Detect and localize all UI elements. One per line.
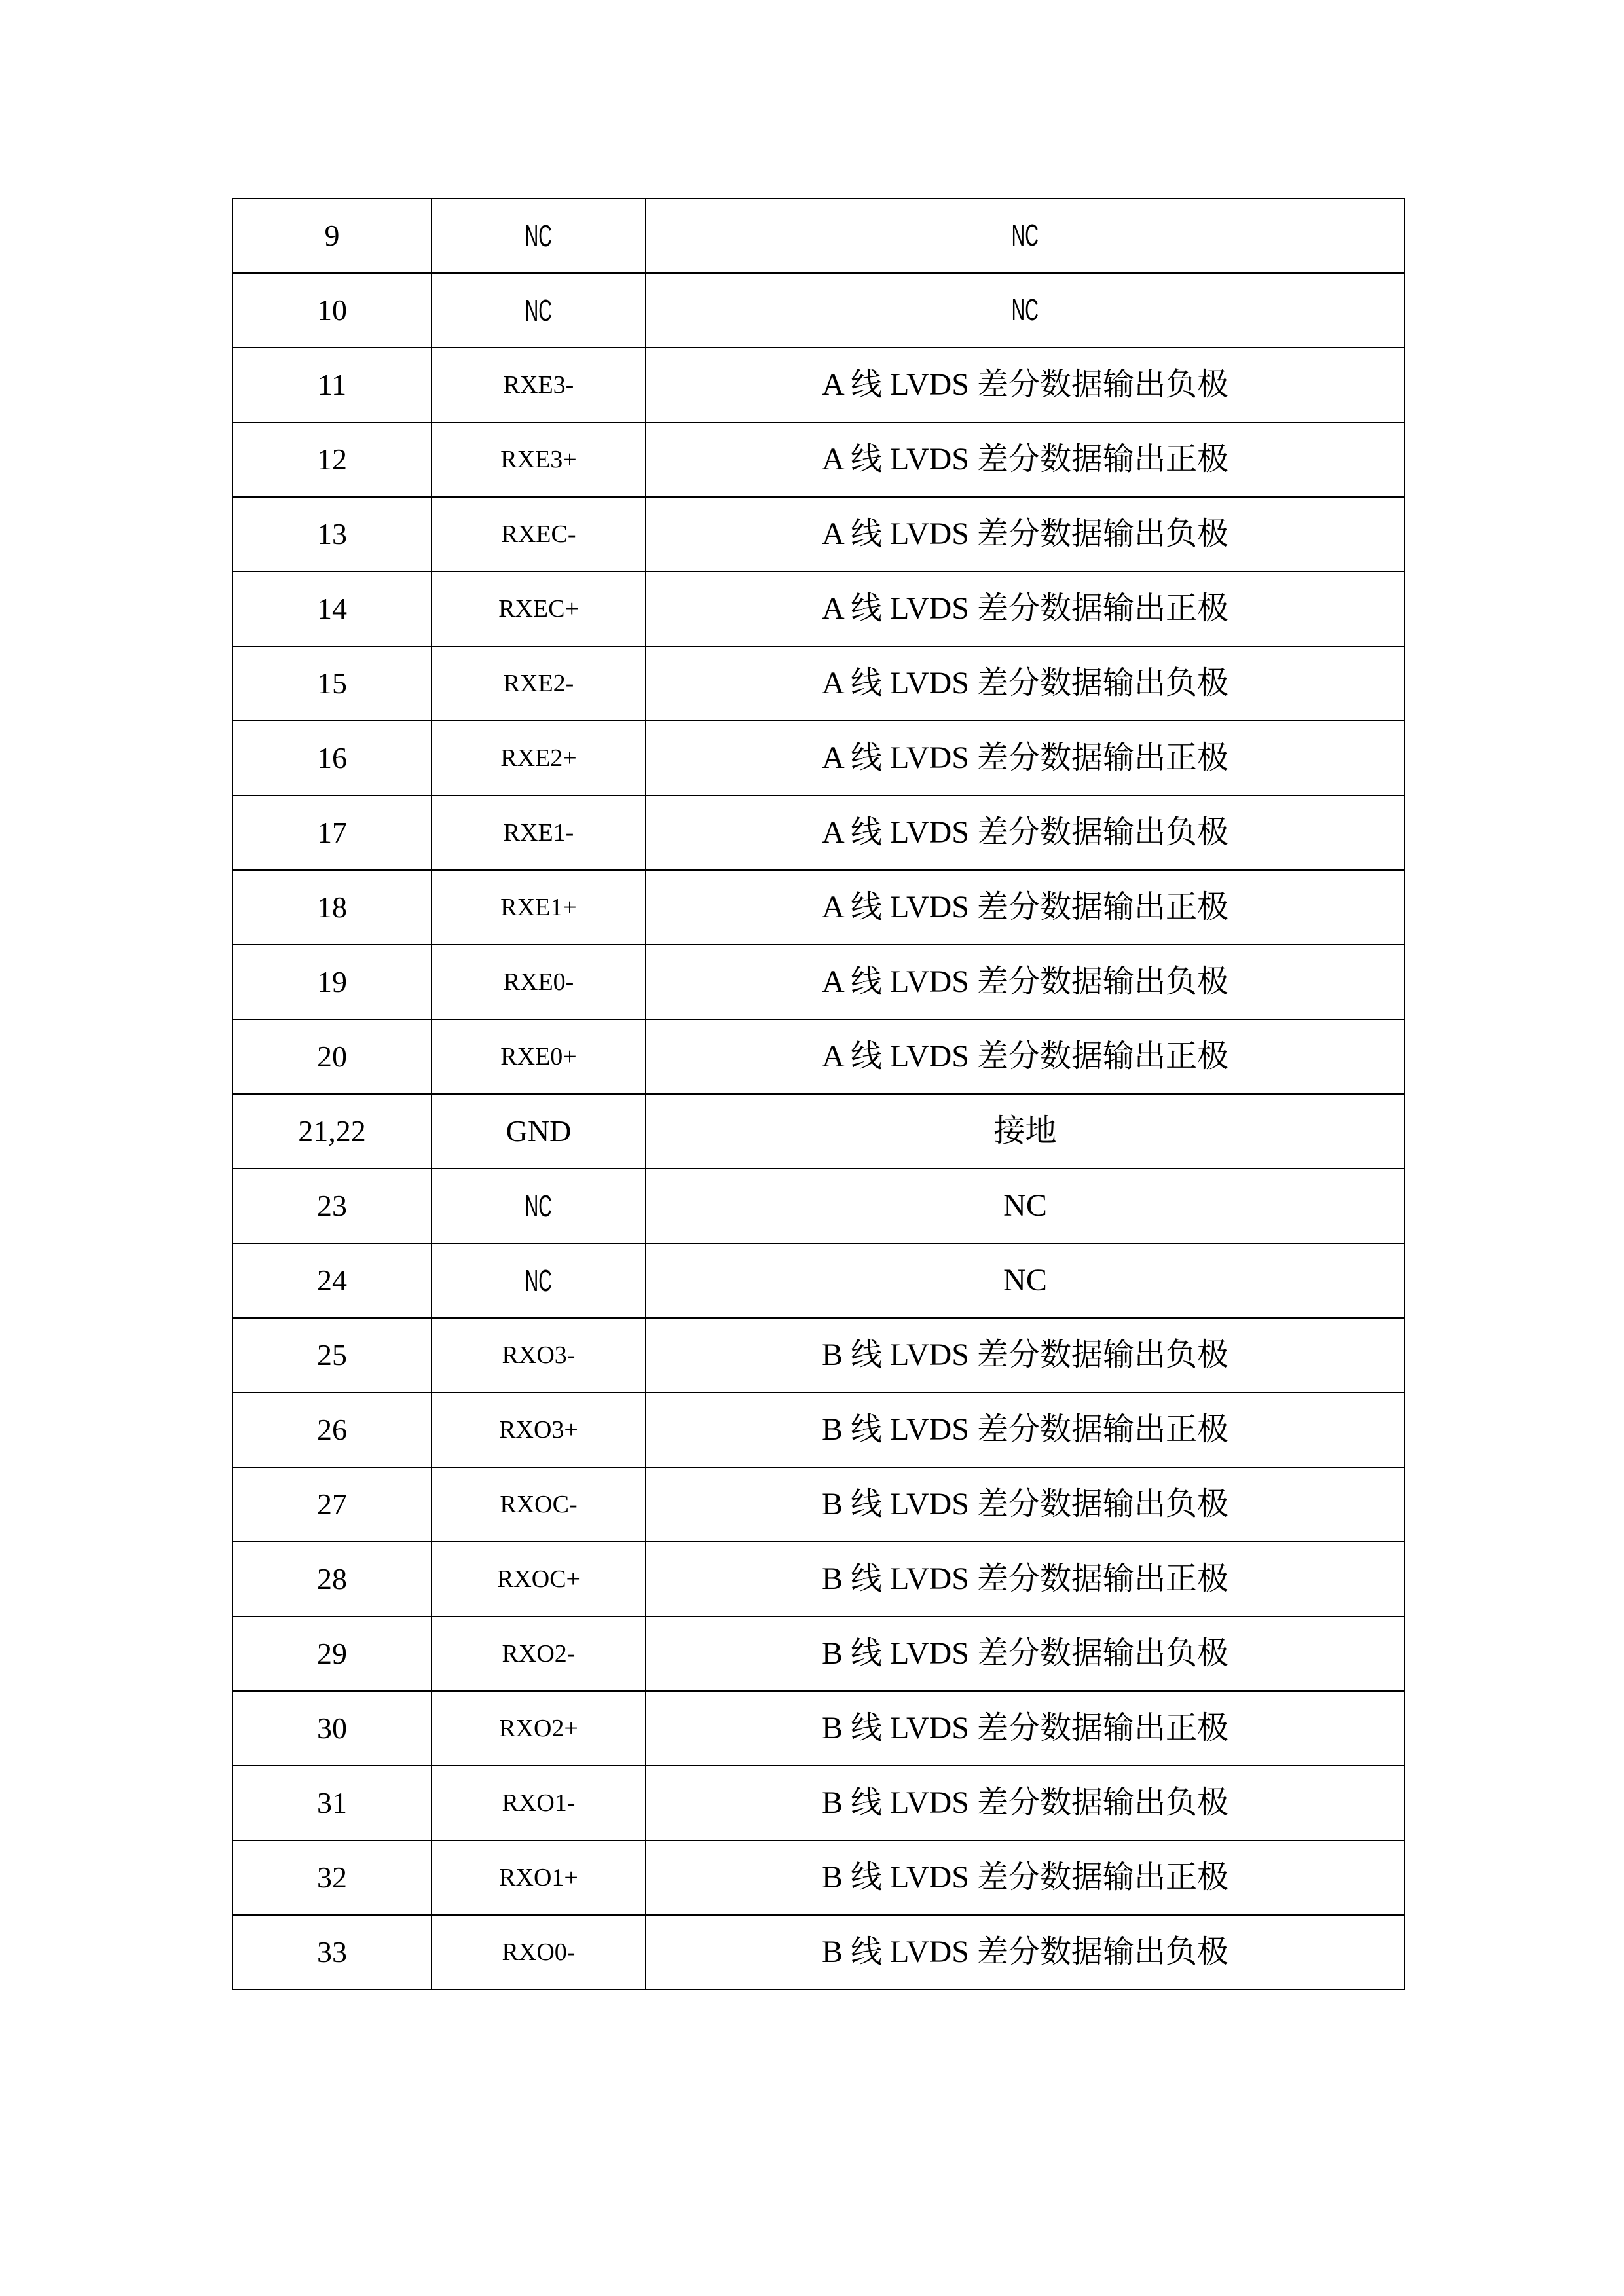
description-cell: B 线 LVDS 差分数据输出负极 — [646, 1766, 1405, 1840]
table-row — [232, 572, 1405, 646]
table-row — [232, 1766, 1405, 1840]
pin-number-cell: 21,22 — [232, 1094, 432, 1169]
pin-number-cell: 32 — [232, 1840, 432, 1915]
signal-name-cell: NC — [432, 1243, 646, 1318]
table-row — [232, 1094, 1405, 1169]
pin-number-cell: 25 — [232, 1318, 432, 1393]
description-cell: A 线 LVDS 差分数据输出正极 — [646, 870, 1405, 945]
pin-number-cell: 30 — [232, 1691, 432, 1766]
signal-name-cell: RXEC+ — [432, 572, 646, 646]
table-row — [232, 945, 1405, 1019]
signal-name-cell: NC — [432, 273, 646, 348]
signal-name-cell: GND — [432, 1094, 646, 1169]
description-cell: A 线 LVDS 差分数据输出正极 — [646, 721, 1405, 795]
pin-definition-table — [232, 198, 1405, 1990]
description-cell: A 线 LVDS 差分数据输出负极 — [646, 945, 1405, 1019]
signal-name-cell: RXE0+ — [432, 1019, 646, 1094]
description-cell: A 线 LVDS 差分数据输出负极 — [646, 348, 1405, 422]
table-row — [232, 1243, 1405, 1318]
table-row — [232, 1691, 1405, 1766]
description-cell: A 线 LVDS 差分数据输出正极 — [646, 572, 1405, 646]
pin-number-cell: 15 — [232, 646, 432, 721]
table-row — [232, 721, 1405, 795]
description-cell: NC — [646, 198, 1405, 273]
signal-name-cell: RXE2- — [432, 646, 646, 721]
table-row — [232, 1318, 1405, 1393]
description-cell: NC — [646, 1169, 1405, 1243]
description-cell: A 线 LVDS 差分数据输出正极 — [646, 1019, 1405, 1094]
table-row — [232, 1393, 1405, 1467]
table-row — [232, 497, 1405, 572]
pin-number-cell: 10 — [232, 273, 432, 348]
table-row — [232, 198, 1405, 273]
pin-number-cell: 29 — [232, 1616, 432, 1691]
description-cell: B 线 LVDS 差分数据输出正极 — [646, 1393, 1405, 1467]
pin-number-cell: 16 — [232, 721, 432, 795]
table-row — [232, 1019, 1405, 1094]
pin-number-cell: 27 — [232, 1467, 432, 1542]
table-row — [232, 1542, 1405, 1616]
description-cell: A 线 LVDS 差分数据输出负极 — [646, 646, 1405, 721]
description-cell: A 线 LVDS 差分数据输出正极 — [646, 422, 1405, 497]
pin-number-cell: 33 — [232, 1915, 432, 1990]
description-cell: 接地 — [646, 1094, 1405, 1169]
table-row — [232, 646, 1405, 721]
signal-name-cell: NC — [432, 1169, 646, 1243]
table-row — [232, 1915, 1405, 1990]
pin-number-cell: 26 — [232, 1393, 432, 1467]
pin-number-cell: 18 — [232, 870, 432, 945]
pin-number-cell: 9 — [232, 198, 432, 273]
pin-number-cell: 19 — [232, 945, 432, 1019]
signal-name-cell: RXE1+ — [432, 870, 646, 945]
pin-number-cell: 13 — [232, 497, 432, 572]
pin-number-cell: 31 — [232, 1766, 432, 1840]
pin-number-cell: 11 — [232, 348, 432, 422]
table-row — [232, 273, 1405, 348]
signal-name-cell: RXO2+ — [432, 1691, 646, 1766]
table-row — [232, 1616, 1405, 1691]
signal-name-cell: RXOC+ — [432, 1542, 646, 1616]
signal-name-cell: RXE3- — [432, 348, 646, 422]
signal-name-cell: RXO3+ — [432, 1393, 646, 1467]
description-cell: B 线 LVDS 差分数据输出正极 — [646, 1542, 1405, 1616]
description-cell: NC — [646, 1243, 1405, 1318]
table-row — [232, 795, 1405, 870]
pin-number-cell: 14 — [232, 572, 432, 646]
pin-number-cell: 17 — [232, 795, 432, 870]
table-row — [232, 1840, 1405, 1915]
table-row — [232, 348, 1405, 422]
table-row — [232, 1467, 1405, 1542]
table-row — [232, 422, 1405, 497]
pin-number-cell: 24 — [232, 1243, 432, 1318]
signal-name-cell: RXO2- — [432, 1616, 646, 1691]
description-cell: A 线 LVDS 差分数据输出负极 — [646, 497, 1405, 572]
signal-name-cell: RXO3- — [432, 1318, 646, 1393]
description-cell: NC — [646, 273, 1405, 348]
table-row — [232, 870, 1405, 945]
description-cell: B 线 LVDS 差分数据输出负极 — [646, 1467, 1405, 1542]
signal-name-cell: RXEC- — [432, 497, 646, 572]
signal-name-cell: RXO1+ — [432, 1840, 646, 1915]
description-cell: B 线 LVDS 差分数据输出负极 — [646, 1616, 1405, 1691]
signal-name-cell: RXE0- — [432, 945, 646, 1019]
pin-number-cell: 23 — [232, 1169, 432, 1243]
description-cell: B 线 LVDS 差分数据输出负极 — [646, 1318, 1405, 1393]
signal-name-cell: NC — [432, 198, 646, 273]
signal-name-cell: RXE1- — [432, 795, 646, 870]
signal-name-cell: RXE3+ — [432, 422, 646, 497]
pin-number-cell: 12 — [232, 422, 432, 497]
description-cell: B 线 LVDS 差分数据输出正极 — [646, 1840, 1405, 1915]
description-cell: B 线 LVDS 差分数据输出正极 — [646, 1691, 1405, 1766]
description-cell: B 线 LVDS 差分数据输出负极 — [646, 1915, 1405, 1990]
description-cell: A 线 LVDS 差分数据输出负极 — [646, 795, 1405, 870]
table-row — [232, 1169, 1405, 1243]
signal-name-cell: RXE2+ — [432, 721, 646, 795]
pin-number-cell: 28 — [232, 1542, 432, 1616]
signal-name-cell: RXO1- — [432, 1766, 646, 1840]
pin-number-cell: 20 — [232, 1019, 432, 1094]
signal-name-cell: RXOC- — [432, 1467, 646, 1542]
signal-name-cell: RXO0- — [432, 1915, 646, 1990]
